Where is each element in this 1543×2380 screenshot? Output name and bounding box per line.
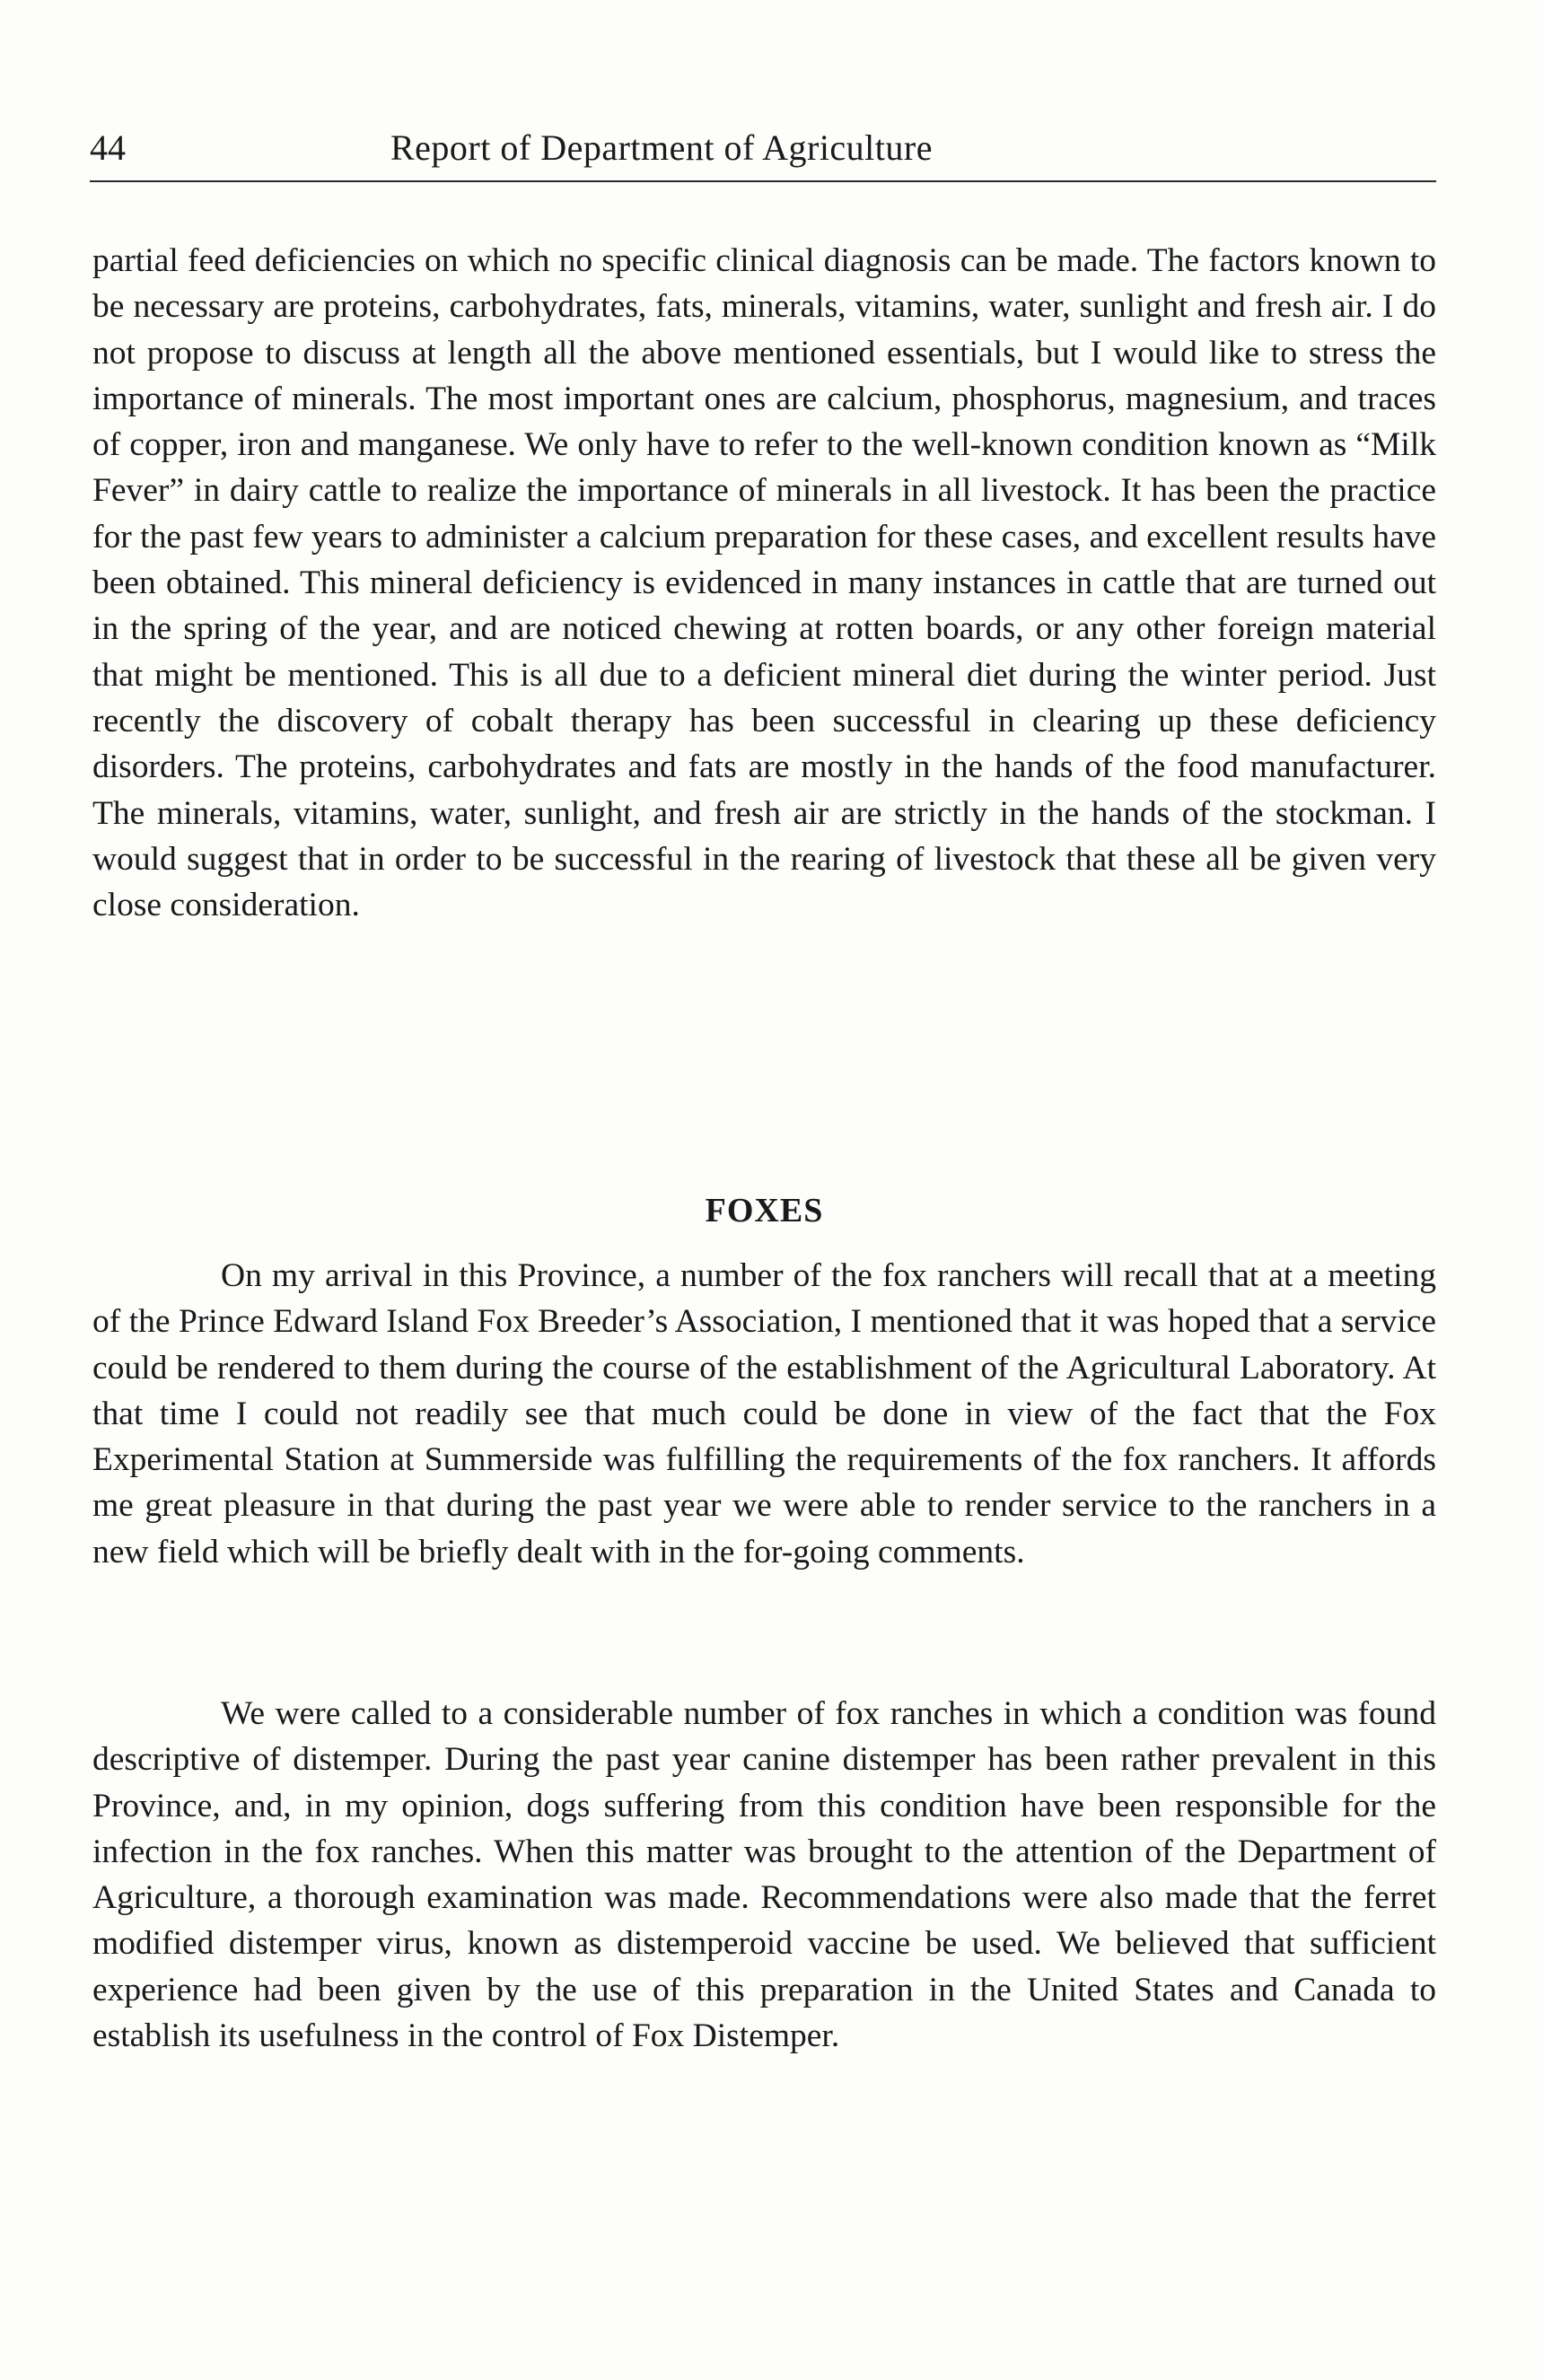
page-number: 44 xyxy=(90,127,126,168)
paragraph-fox-ranchers: On my arrival in this Province, a number of the fox ranchers will recall that at a meeting of the Prince Edward Island Fox Breeder’s Association, I mentioned that it was hoped that a service could be rendered to them during the course of the establishment of the Agricultural Laboratory. At that time I could not readily see that much could be done in view of the fact that the Fox Experimental Station at Summerside was fulfilling the requirements of the fox ranchers. It affords me great pleasure in that during the past year we were able to render service to the ranchers in a new field which will be briefly dealt with in the for-going comments. xyxy=(92,1257,1436,1571)
page-header xyxy=(90,121,1436,182)
paragraph-feed-deficiencies: partial feed deficiencies on which no specific clinical diagnosis can be made. The factors known to be necessary are proteins, carbohydrates, fats, minerals, vitamins, water, sunlight and fresh air. I do not propose to discuss at length all the above mentioned essentials, but I would like to stress the importance of minerals. The most important ones are calcium, phosphorus, magnesium, and traces of copper, iron and manganese. We only have to refer to the well-known condition known as “Milk Fever” in dairy cattle to realize the importance of minerals in all livestock. It has been the practice for the past few years to administer a calcium preparation for these cases, and excellent results have been obtained. This mineral deficiency is evidenced in many instances in cattle that are turned out in the spring of the year, and are noticed chewing at rotten boards, or any other foreign material that might be mentioned. This is all due to a deficient mineral diet during the winter period. Just recently the discovery of cobalt therapy has been successful in clearing up these deficiency disorders. The proteins, carbohydrates and fats are mostly in the hands of the food manufacturer. The minerals, vitamins, water, sunlight, and fresh air are strictly in the hands of the stockman. I would suggest that in order to be successful in the rearing of livestock that these all be given very close consideration. xyxy=(92,242,1436,924)
section-heading-foxes: FOXES xyxy=(705,1192,824,1229)
paragraph-distemper: We were called to a considerable number of fox ranches in which a condition was found descriptive of distemper. During the past year canine distemper has been rather prevalent in this Province, and, in my opinion, dogs suffering from this condition have been responsible for the infection in the fox ranches. When this matter was brought to the attention of the Department of Agriculture, a thorough examination was made. Recommendations were also made that the ferret modified distemper virus, known as distemperoid vaccine be used. We believed that sufficient experience had been given by the use of this preparation in the United States and Canada to establish its usefulness in the control of Fox Distemper. xyxy=(92,1695,1436,2055)
running-title: Report of Department of Agriculture xyxy=(390,127,933,168)
